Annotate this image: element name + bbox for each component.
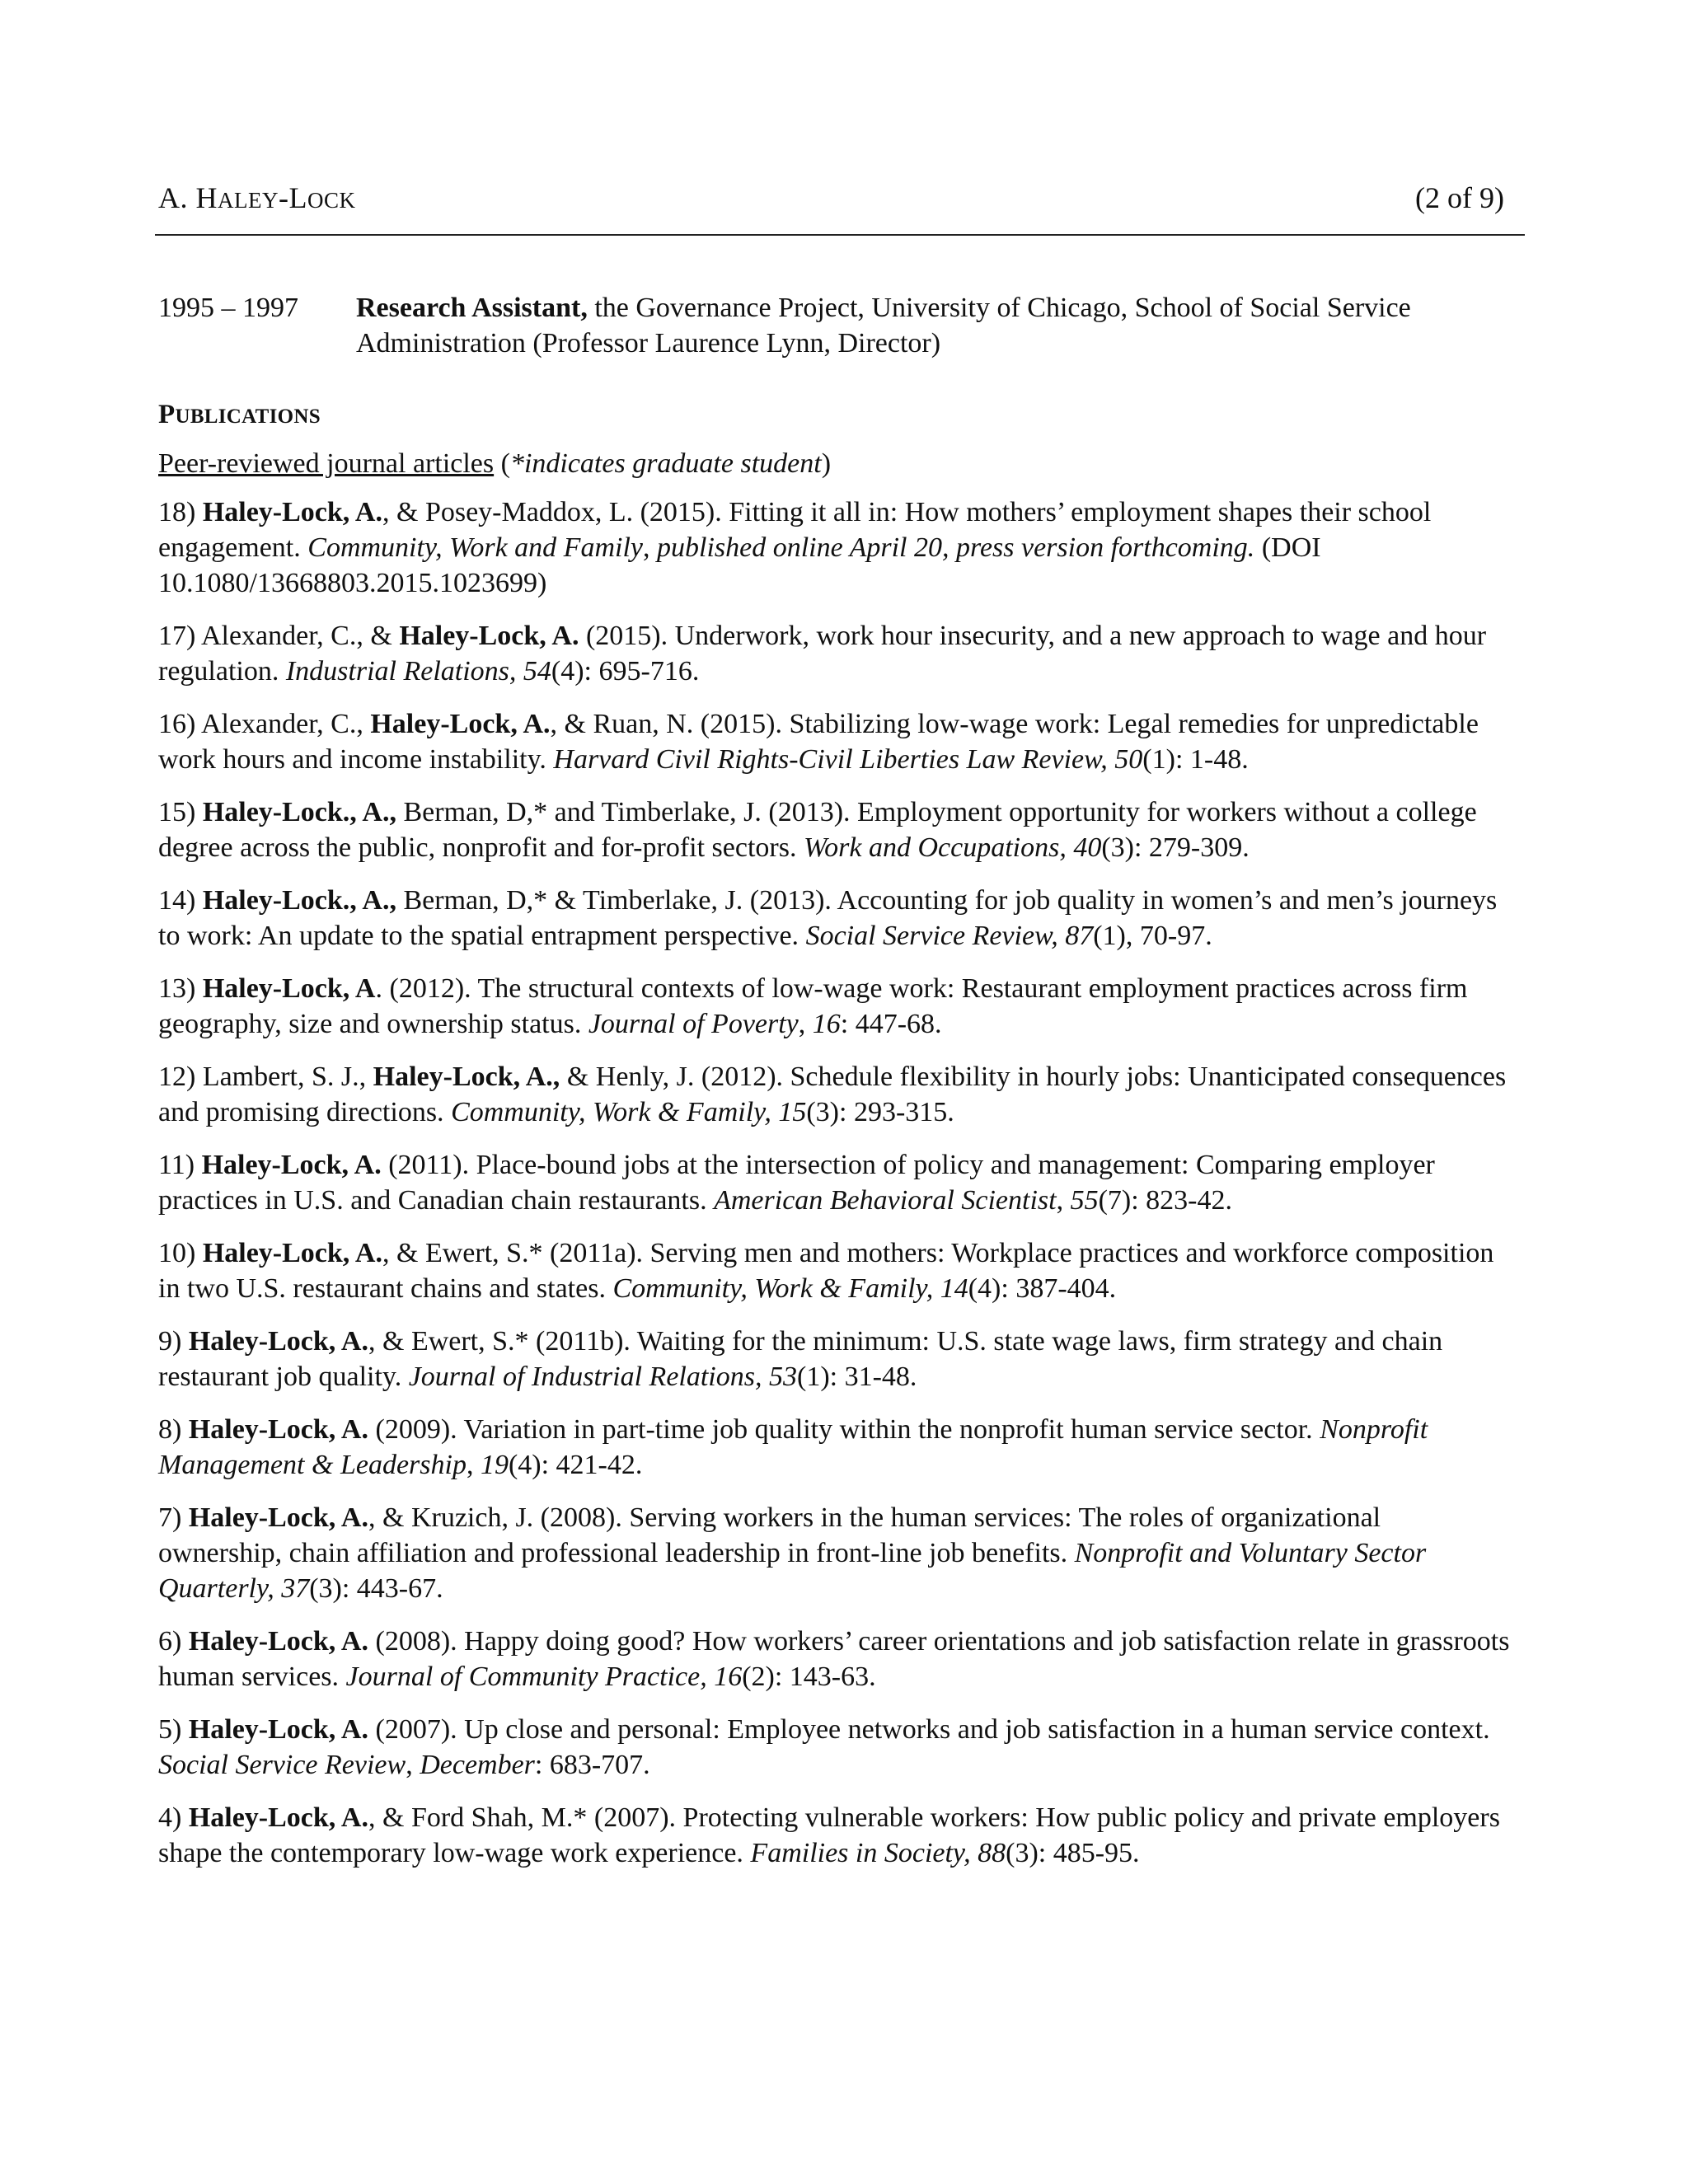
publication-entry [158,1324,1510,1394]
publication-author: Haley-Lock, A. [201,1150,382,1180]
publication-volume: 19 [480,1450,509,1480]
publication-entry [158,1412,1510,1483]
publication-suffix: (4): 695-716. [551,656,700,687]
publication-suffix: (3): 485-95. [1006,1838,1140,1868]
publication-journal: Community, Work & Family, 14 [612,1273,968,1304]
publication-author: Haley-Lock, A. [399,621,579,651]
publication-entry [158,1800,1510,1871]
publication-prefix: 16) Alexander, C., [158,709,371,739]
position-entry [158,290,1510,361]
publication-prefix: 5) [158,1714,189,1745]
publication-journal: Nonprofit and Voluntary Sector Quarterly, 37 [158,1538,1427,1604]
publication-text: . (2012). The structural contexts of low-wage work: Restaurant employment practices across firm geography, size and ownership status. [158,973,1468,1039]
header-divider [155,234,1525,236]
publication-entry [158,1235,1510,1306]
publication-suffix: , published online April 20, press version forthcoming. (DOI 10.1080/13668803.2015.1023699) [158,532,1321,598]
publication-prefix: 15) [158,797,203,827]
position-text [356,290,1510,361]
publication-text: Berman, D,* and Timberlake, J. (2013). Employment opportunity for workers without a college degree across the public, nonprofit and for-profit sectors. [158,797,1477,863]
publication-suffix: (3): 279-309. [1101,832,1250,863]
header-name-hyphen: -L [278,181,307,214]
publication-entry [158,494,1510,601]
publication-suffix: (4): 387-404. [968,1273,1117,1304]
subsection-paren-close: ) [821,448,832,479]
publication-suffix: , December: 683-707. [406,1750,650,1780]
publication-journal: Nonprofit Management & Leadership [158,1414,1428,1480]
publication-suffix: (1): 31-48. [797,1361,917,1392]
publication-entry [158,971,1510,1042]
header-name-smallcaps-2: OCK [307,188,356,213]
publication-author: Haley-Lock, A [202,973,376,1004]
header-name-initial: A. H [158,181,218,214]
publication-journal: Industrial Relations, 54 [285,656,551,687]
publication-author: Haley-Lock, A. [188,1802,368,1833]
publication-text: (2007). Up close and personal: Employee networks and job satisfaction in a human service context. [368,1714,1490,1745]
publication-entry [158,883,1510,954]
publication-text: , & Ewert, S.* (2011a). Serving men and mothers: Workplace practices and workforce composition in two U.S. restaurant chains and states. [158,1238,1494,1304]
publication-prefix: 13) [158,973,203,1004]
publication-entry [158,618,1510,689]
publication-prefix: 4) [158,1802,189,1833]
publication-suffix: , 19(4): 421-42. [466,1450,643,1480]
publication-text: , & Ford Shah, M.* (2007). Protecting vulnerable workers: How public policy and private employers shape the contemporary low-wage work experience. [158,1802,1500,1868]
publication-text: (2009). Variation in part-time job quality within the nonprofit human service sector. [368,1414,1320,1445]
publication-journal: Families in Society, 88 [750,1838,1006,1868]
publications-heading [158,397,1510,434]
publication-text: (2015). Underwork, work hour insecurity, and a new approach to wage and hour regulation. [158,621,1487,687]
publication-author: Haley-Lock, A. [188,1326,368,1357]
publication-prefix: 9) [158,1326,189,1357]
publication-journal: Community, Work & Family, 15 [451,1097,807,1127]
publication-entry [158,794,1510,865]
publication-author: Haley-Lock, A., [373,1062,560,1092]
publication-author: Haley-Lock., A., [202,885,396,916]
publication-journal: Journal of Community Practice, 16 [345,1661,743,1692]
subsection-heading [158,446,1510,481]
publication-prefix: 12) Lambert, S. J., [158,1062,373,1092]
publications-heading-initial: P [158,400,176,429]
subsection-paren-open: ( [494,448,510,479]
publication-journal: Social Service Review, 87 [805,921,1094,951]
publication-entry [158,706,1510,777]
publication-journal: Journal of Poverty [588,1009,799,1039]
header-author-name [158,175,355,223]
subsection-label: Peer-reviewed journal articles [158,448,495,479]
publication-volume: 16 [812,1009,841,1039]
publication-journal: American Behavioral Scientist [714,1185,1057,1216]
publications-heading-smallcaps: UBLICATIONS [175,405,321,428]
publication-author: Haley-Lock, A. [202,1238,382,1268]
publication-text: Berman, D,* & Timberlake, J. (2013). Accounting for job quality in women’s and men’s journeys to work: An update to the spatial entrapment perspective. [158,885,1498,951]
publication-entry [158,1059,1510,1130]
publication-prefix: 10) [158,1238,203,1268]
publication-prefix: 14) [158,885,203,916]
publication-list [158,494,1510,1871]
publication-entry [158,1147,1510,1218]
publication-entry [158,1624,1510,1694]
publication-volume: December [420,1750,535,1780]
publication-text: (2011). Place-bound jobs at the intersection of policy and management: Comparing employer practices in U.S. and Canadian chain restaurants. [158,1150,1435,1216]
publication-text: , & Posey-Maddox, L. (2015). Fitting it all in: How mothers’ employment shapes their school engagement. [158,497,1432,563]
publication-author: Haley-Lock, A. [188,1502,368,1533]
publication-entry [158,1712,1510,1783]
publication-author: Haley-Lock., A., [202,797,396,827]
publication-journal: Harvard Civil Rights-Civil Liberties Law Review, 50 [553,744,1143,775]
publication-journal: Community, Work and Family [307,532,643,563]
publication-suffix: , 55(7): 823-42. [1056,1185,1232,1216]
position-title: Research Assistant, [356,293,588,323]
publication-text: , & Ruan, N. (2015). Stabilizing low-wage work: Legal remedies for unpredictable work hours and income instability. [158,709,1479,775]
publication-text: & Henly, J. (2012). Schedule flexibility in hourly jobs: Unanticipated consequences and promising directions. [158,1062,1507,1127]
position-description: the Governance Project, University of Chicago, School of Social Service Administration (Professor Laurence Lynn, Director) [356,293,1411,359]
publication-author: Haley-Lock, A. [202,497,382,527]
publication-journal: Social Service Review [158,1750,406,1780]
page-header [157,175,1507,221]
publication-suffix: (3): 443-67. [309,1573,443,1604]
subsection-note: *indicates graduate student [509,448,822,479]
header-name-smallcaps-1: ALEY [218,188,279,213]
publication-prefix: 17) Alexander, C., & [158,621,400,651]
publication-text: , & Kruzich, J. (2008). Serving workers in the human services: The roles of organizational ownership, chain affiliation and professional leadership in front-line job benefits. [158,1502,1381,1568]
publication-prefix: 7) [158,1502,189,1533]
publication-author: Haley-Lock, A. [370,709,551,739]
publication-author: Haley-Lock, A. [188,1414,368,1445]
publication-suffix: (3): 293-315. [806,1097,954,1127]
publication-suffix: (2): 143-63. [742,1661,876,1692]
publication-prefix: 6) [158,1626,189,1657]
publication-suffix: , 16: 447-68. [798,1009,942,1039]
publication-entry [158,1500,1510,1606]
publication-author: Haley-Lock, A. [188,1626,368,1657]
publication-author: Haley-Lock, A. [188,1714,368,1745]
page-indicator: (2 of 9) [1415,181,1504,214]
publication-prefix: 8) [158,1414,189,1445]
publication-text: , & Ewert, S.* (2011b). Waiting for the minimum: U.S. state wage laws, firm strategy and chain restaurant job quality. [158,1326,1443,1392]
publication-text: (2008). Happy doing good? How workers’ career orientations and job satisfaction relate in grassroots human services. [158,1626,1510,1692]
publication-suffix: (1): 1-48. [1142,744,1249,775]
position-years: 1995 – 1997 [158,293,298,323]
publication-prefix: 11) [158,1150,202,1180]
publication-prefix: 18) [158,497,203,527]
publication-suffix: (1), 70-97. [1093,921,1212,951]
publication-volume: 55 [1070,1185,1099,1216]
publication-journal: Work and Occupations, 40 [803,832,1102,863]
page-body [158,290,1510,1888]
publication-journal: Journal of Industrial Relations, 53 [408,1361,797,1392]
publication-volume: published online April 20, press version forthcoming. [657,532,1262,563]
